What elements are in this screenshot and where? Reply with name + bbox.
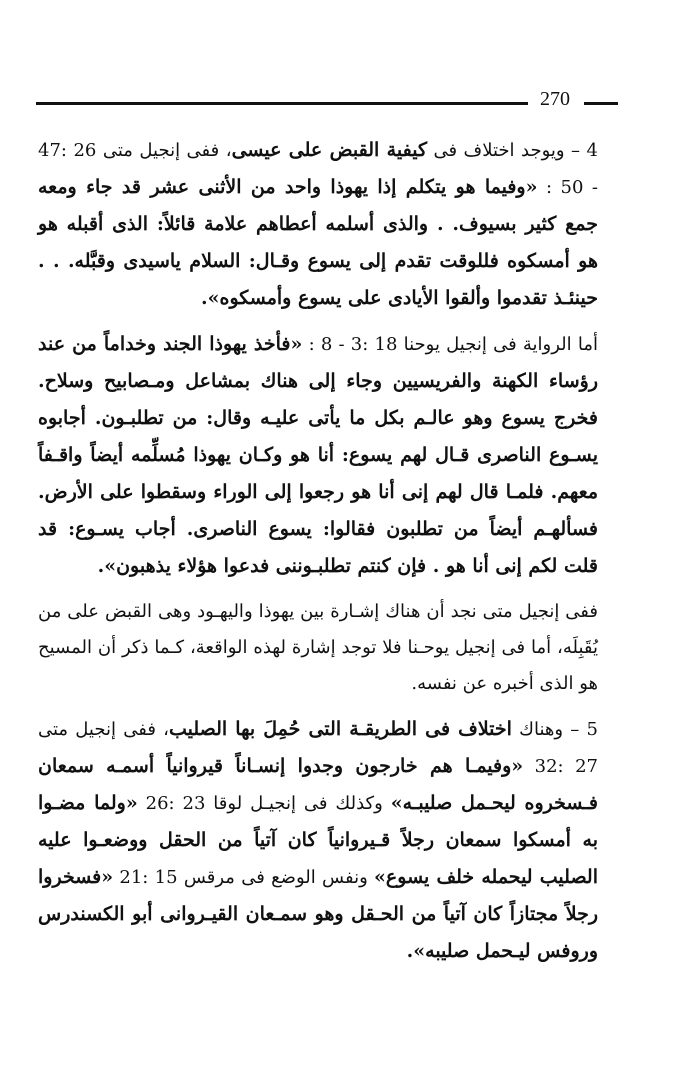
page-header bbox=[36, 88, 618, 116]
paragraph-text: 4 – ويوجد اختلاف فى bbox=[427, 140, 598, 161]
paragraph-arrest-matthew bbox=[38, 132, 598, 317]
header-rule bbox=[36, 102, 528, 105]
scripture-quote: «وفيمـا هم خارجون وجدوا إنسـاناً قيروانياً أسمـه سمعان فـسخروه ليحـمل صليبـه» bbox=[38, 755, 599, 814]
paragraph-text: 5 – وهناك bbox=[511, 719, 598, 740]
scripture-quote: «وفيما هو يتكلم إذا يهوذا واحد من الأثنى عشر قد جاء ومعه جمع كثير بسيوف. . والذى أسلمه أعطاهم علامة قائلاً: الذى أقبله هو هو أمسكوه فللوقت تقدم إلى يسوع وقـال: السلام ياسيدى وقبَّله. . . حينئـذ تقدموا وألقوا الأيادى على يسوع وأمسكوه». bbox=[38, 176, 598, 309]
scripture-quote: «ولما مضـوا به أمسكوا سمعان رجلاً قـيروانياً كان آتياً من الحقل ووضعـوا عليه الصليب ليحمله خلف يسوع» bbox=[38, 792, 598, 888]
citation: ، ففى إنجيل متى 26 :47 - 50 : bbox=[38, 140, 599, 198]
paragraph-cross-carrying bbox=[38, 711, 598, 970]
citation: أما الرواية فى إنجيل يوحنا 18 :3 - 8 : bbox=[302, 334, 598, 355]
page-body bbox=[38, 132, 598, 979]
topic-heading: اختلاف فى الطريقـة التى حُمِلَ بها الصليب bbox=[168, 718, 512, 740]
citation: ونفس الوضع فى مرقس 15 :21 bbox=[113, 867, 375, 888]
header-rule-short bbox=[584, 102, 618, 105]
scripture-quote: «فأخذ يهوذا الجند وخداماً من عند رؤساء الكهنة والفريسيين وجاء إلى هناك بمشاعل ومـصابيح وسلاح. فخرج يسوع وهو عالـم بكل ما يأتى عليـه وقال: من تطلبـون. أجابوه يسـوع الناصرى قـال لهم يسوع: أنا هو وكـان يهوذا مُسلِّمه أيضاً واقـفاً معهم. فلمـا قال لهم إنى أنا هو رجعوا إلى الوراء وسقطوا على الأرض. فسألهـم أيضاً من تطلبون فقالوا: يسوع الناصرى. أجاب يسـوع: قد قلت لكم إنى أنا هو . فإن كنتم تطلبـوننى فدعوا هؤلاء يذهبون». bbox=[38, 333, 598, 577]
citation: وكذلك فى إنجيـل لوقا 23 :26 bbox=[137, 793, 391, 814]
page-number: 270 bbox=[540, 88, 570, 110]
scripture-quote: «فسخروا رجلاً مجتازاً كان آتياً من الحـقل وهو سمـعان القيـروانى أبو الكسندرس وروفس ليـحمل صليبه». bbox=[38, 866, 598, 962]
topic-heading: كيفية القبض على عيسى bbox=[231, 139, 427, 161]
citation: ، ففى إنجيل متى 27 :32 bbox=[38, 719, 598, 777]
paragraph-commentary bbox=[38, 594, 598, 702]
paragraph-arrest-john bbox=[38, 326, 598, 585]
paragraph-text: ففى إنجيل متى نجد أن هناك إشـارة بين يهوذا واليهـود وهى القبض على من يُقَبِلَه، أما فى إنجيل يوحـنا فلا توجد إشارة لهذه الواقعة، كـما ذكر أن المسيح هو الذى أخبره عن نفسه. bbox=[38, 601, 598, 694]
